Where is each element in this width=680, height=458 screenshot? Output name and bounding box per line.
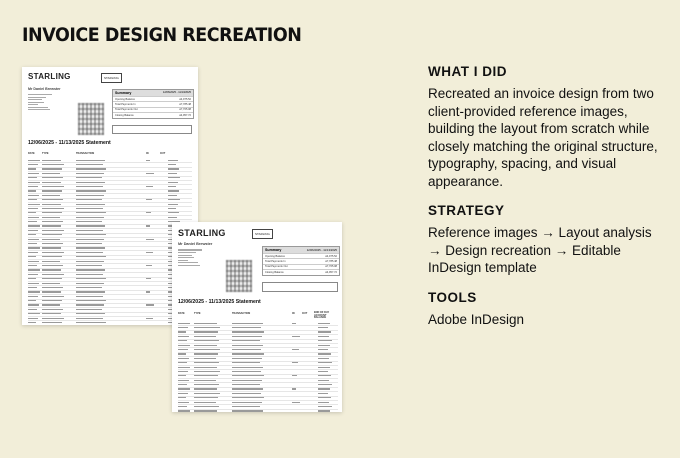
col-date: DATE bbox=[28, 152, 35, 155]
col-in: IN bbox=[292, 312, 295, 315]
summary-value: £7,765.08 bbox=[325, 265, 337, 269]
invoice-customer-name: Mr Daniel Brewster bbox=[28, 87, 61, 91]
invoice-address-block bbox=[178, 248, 208, 267]
section-body: Recreated an invoice design from two client-provided reference images, building the layout from scratch while closely matching the original structure, typography, spacing, and visual appearance. bbox=[428, 86, 658, 189]
col-type: TYPE bbox=[194, 312, 201, 315]
summary-period: 12/06/2025 - 11/13/2025 bbox=[306, 248, 337, 252]
summary-value: £7,765.08 bbox=[179, 108, 191, 112]
summary-box bbox=[262, 246, 340, 276]
transaction-rows bbox=[178, 322, 338, 412]
invoice-preview-front bbox=[172, 222, 342, 412]
summary-label: Total Payments Out bbox=[265, 265, 288, 269]
transaction-rows bbox=[28, 159, 192, 325]
col-date: DATE bbox=[178, 312, 185, 315]
summary-label: Total Payments In bbox=[115, 103, 136, 107]
summary-title: Summary bbox=[265, 248, 282, 252]
summary-value: £4,957.72 bbox=[179, 113, 191, 117]
summary-value: £7,785.48 bbox=[179, 103, 191, 107]
col-out: OUT bbox=[160, 152, 166, 155]
summary-label: Closing Balance bbox=[115, 113, 134, 117]
summary-label: Opening Balance bbox=[115, 97, 135, 101]
summary-label: Opening Balance bbox=[265, 254, 285, 258]
col-balance: END OF DAY ACCOUNT BALANCE bbox=[314, 311, 330, 320]
page-title: INVOICE DESIGN RECREATION bbox=[22, 24, 302, 46]
description-panel bbox=[428, 64, 660, 328]
summary-label: Closing Balance bbox=[265, 270, 284, 274]
deposit-note bbox=[262, 282, 338, 292]
invoice-brand: STARLING bbox=[178, 228, 226, 238]
summary-label: Total Payments In bbox=[265, 260, 286, 264]
qr-code bbox=[226, 260, 252, 292]
summary-label: Total Payments Out bbox=[115, 108, 138, 112]
section-heading: STRATEGY bbox=[428, 203, 505, 218]
col-transaction: TRANSACTION bbox=[76, 152, 95, 155]
invoice-logo: STARLING bbox=[252, 229, 273, 239]
col-transaction: TRANSACTION bbox=[232, 312, 251, 315]
col-type: TYPE bbox=[42, 152, 49, 155]
deposit-note bbox=[112, 125, 192, 134]
invoice-customer-name: Mr Daniel Brewster bbox=[178, 242, 213, 246]
summary-box bbox=[112, 89, 194, 119]
invoice-brand: STARLING bbox=[28, 72, 71, 81]
statement-title: 12/06/2025 - 11/13/2025 Statement bbox=[178, 299, 261, 305]
summary-period: 12/06/2025 - 11/13/2025 bbox=[162, 91, 191, 94]
summary-value: £7,785.48 bbox=[325, 260, 337, 264]
section-body: Adobe InDesign bbox=[428, 311, 525, 327]
table-row bbox=[178, 410, 338, 412]
invoice-address-block bbox=[28, 93, 58, 112]
summary-title: Summary bbox=[115, 91, 132, 95]
section-heading: WHAT I DID bbox=[428, 64, 507, 79]
summary-value: £4,975.52 bbox=[179, 97, 191, 101]
section-heading: TOOLS bbox=[428, 289, 477, 305]
invoice-logo: STARLING bbox=[101, 73, 122, 83]
qr-code bbox=[78, 103, 104, 135]
section-body: Reference images → Layout analysis → Design recreation → Editable InDesign template bbox=[428, 225, 652, 275]
col-in: IN bbox=[146, 152, 149, 155]
col-out: OUT bbox=[302, 312, 308, 315]
table-row bbox=[28, 321, 192, 325]
statement-title: 12/06/2025 - 11/13/2025 Statement bbox=[28, 140, 111, 146]
summary-value: £4,957.72 bbox=[325, 270, 337, 274]
summary-value: £4,975.52 bbox=[325, 254, 337, 258]
